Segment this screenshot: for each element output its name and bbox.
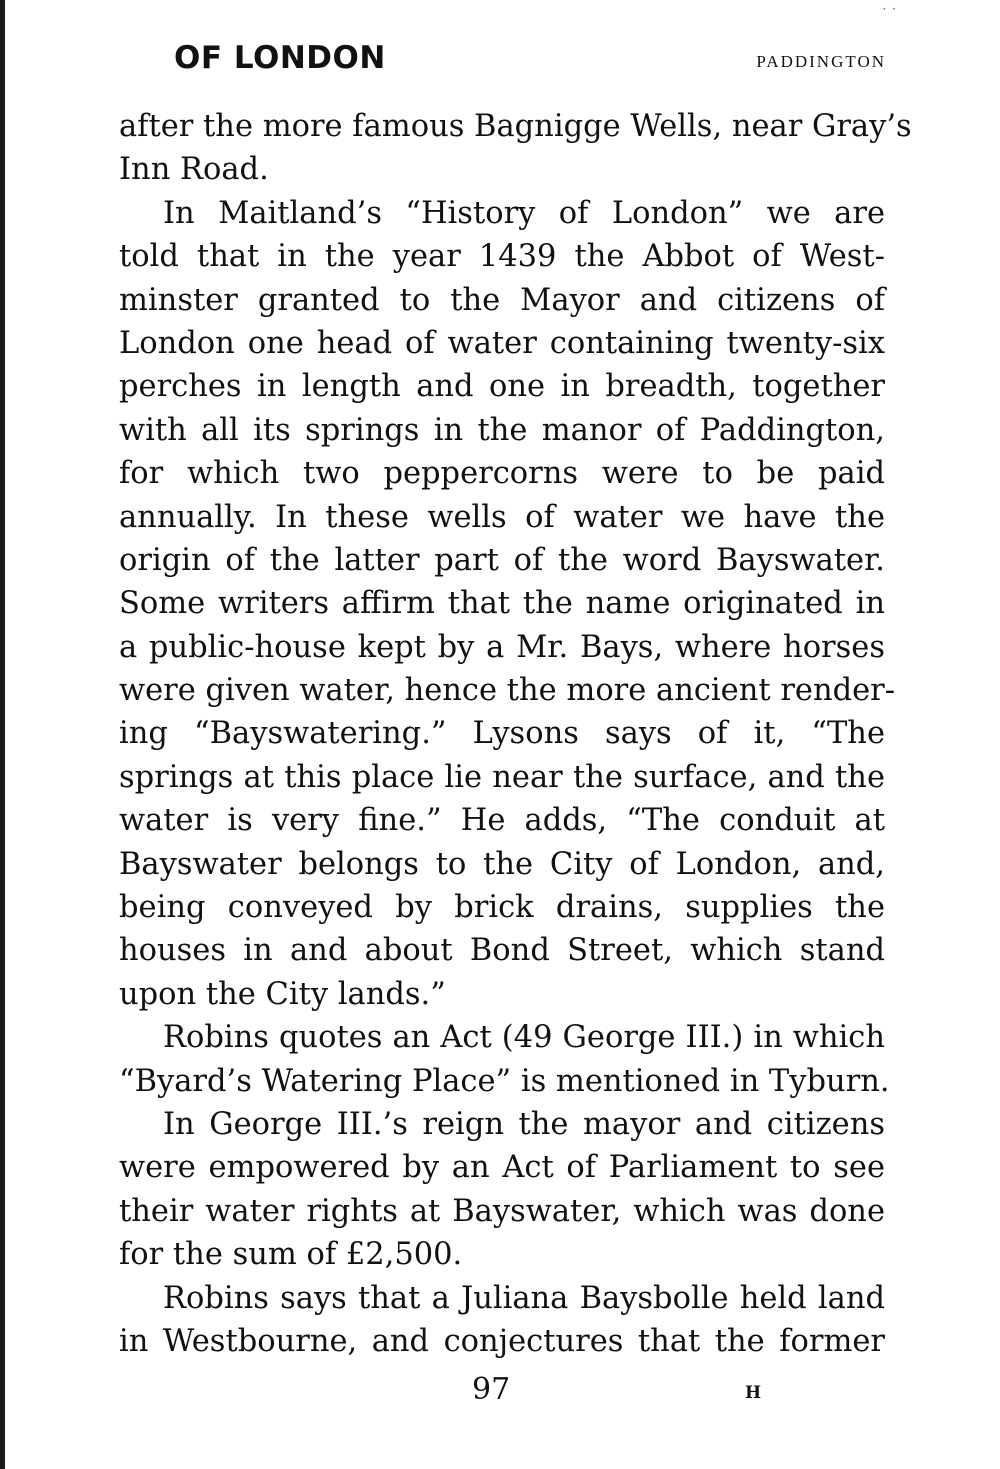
text-line: origin of the latter part of the word Bayswater.	[119, 542, 885, 578]
text-line: Robins quotes an Act (49 George III.) in which	[163, 1020, 885, 1056]
text-line: their water rights at Bayswater, which was done	[119, 1193, 885, 1229]
page-binding-edge	[0, 0, 5, 1469]
text-line: being conveyed by brick drains, supplies the	[119, 890, 885, 926]
page-body-text	[119, 105, 912, 1363]
text-line: minster granted to the Mayor and citizens of	[119, 282, 885, 318]
running-head-section: PADDINGTON	[756, 52, 886, 71]
text-line: told that in the year 1439 the Abbot of West-	[119, 239, 885, 275]
text-line: annually. In these wells of water we have the	[119, 499, 885, 535]
text-line: were given water, hence the more ancient render-	[119, 673, 896, 709]
text-line: were empowered by an Act of Parliament to see	[119, 1150, 885, 1186]
text-line: In Maitland’s “History of London” we are	[163, 195, 885, 231]
text-line: “Byard’s Watering Place” is mentioned in Tyburn.	[119, 1063, 890, 1099]
text-line: after the more famous Bagnigge Wells, near Gray’s	[119, 109, 912, 144]
text-line: for which two peppercorns were to be paid	[119, 456, 885, 492]
scan-artifact-dots: ··	[882, 2, 902, 16]
text-line: perches in length and one in breadth, together	[119, 369, 885, 405]
text-line: upon the City lands.”	[119, 976, 446, 1012]
signature-mark: H	[745, 1383, 762, 1403]
text-line: houses in and about Bond Street, which stand	[119, 933, 885, 969]
text-line: ing “Bayswatering.” Lysons says of it, “The	[119, 716, 885, 752]
text-line: Bayswater belongs to the City of London, and,	[119, 846, 885, 882]
text-line: springs at this place lie near the surface, and the	[119, 759, 885, 795]
text-line: Inn Road.	[119, 152, 269, 188]
text-line: Some writers affirm that the name originated in	[119, 586, 885, 622]
text-line: Robins says that a Juliana Baysbolle held land	[163, 1280, 885, 1316]
page-number: 97	[472, 1372, 511, 1407]
running-head-title: OF LONDON	[174, 40, 386, 76]
text-line: a public-house kept by a Mr. Bays, where horses	[119, 629, 885, 665]
text-line: London one head of water containing twenty-six	[119, 325, 885, 361]
text-line: for the sum of £2,500.	[119, 1237, 463, 1273]
text-line: In George III.’s reign the mayor and citizens	[163, 1106, 885, 1142]
text-line: with all its springs in the manor of Paddington,	[119, 412, 885, 448]
text-line: in Westbourne, and conjectures that the former	[119, 1323, 885, 1359]
text-line: water is very fine.” He adds, “The conduit at	[119, 803, 885, 839]
